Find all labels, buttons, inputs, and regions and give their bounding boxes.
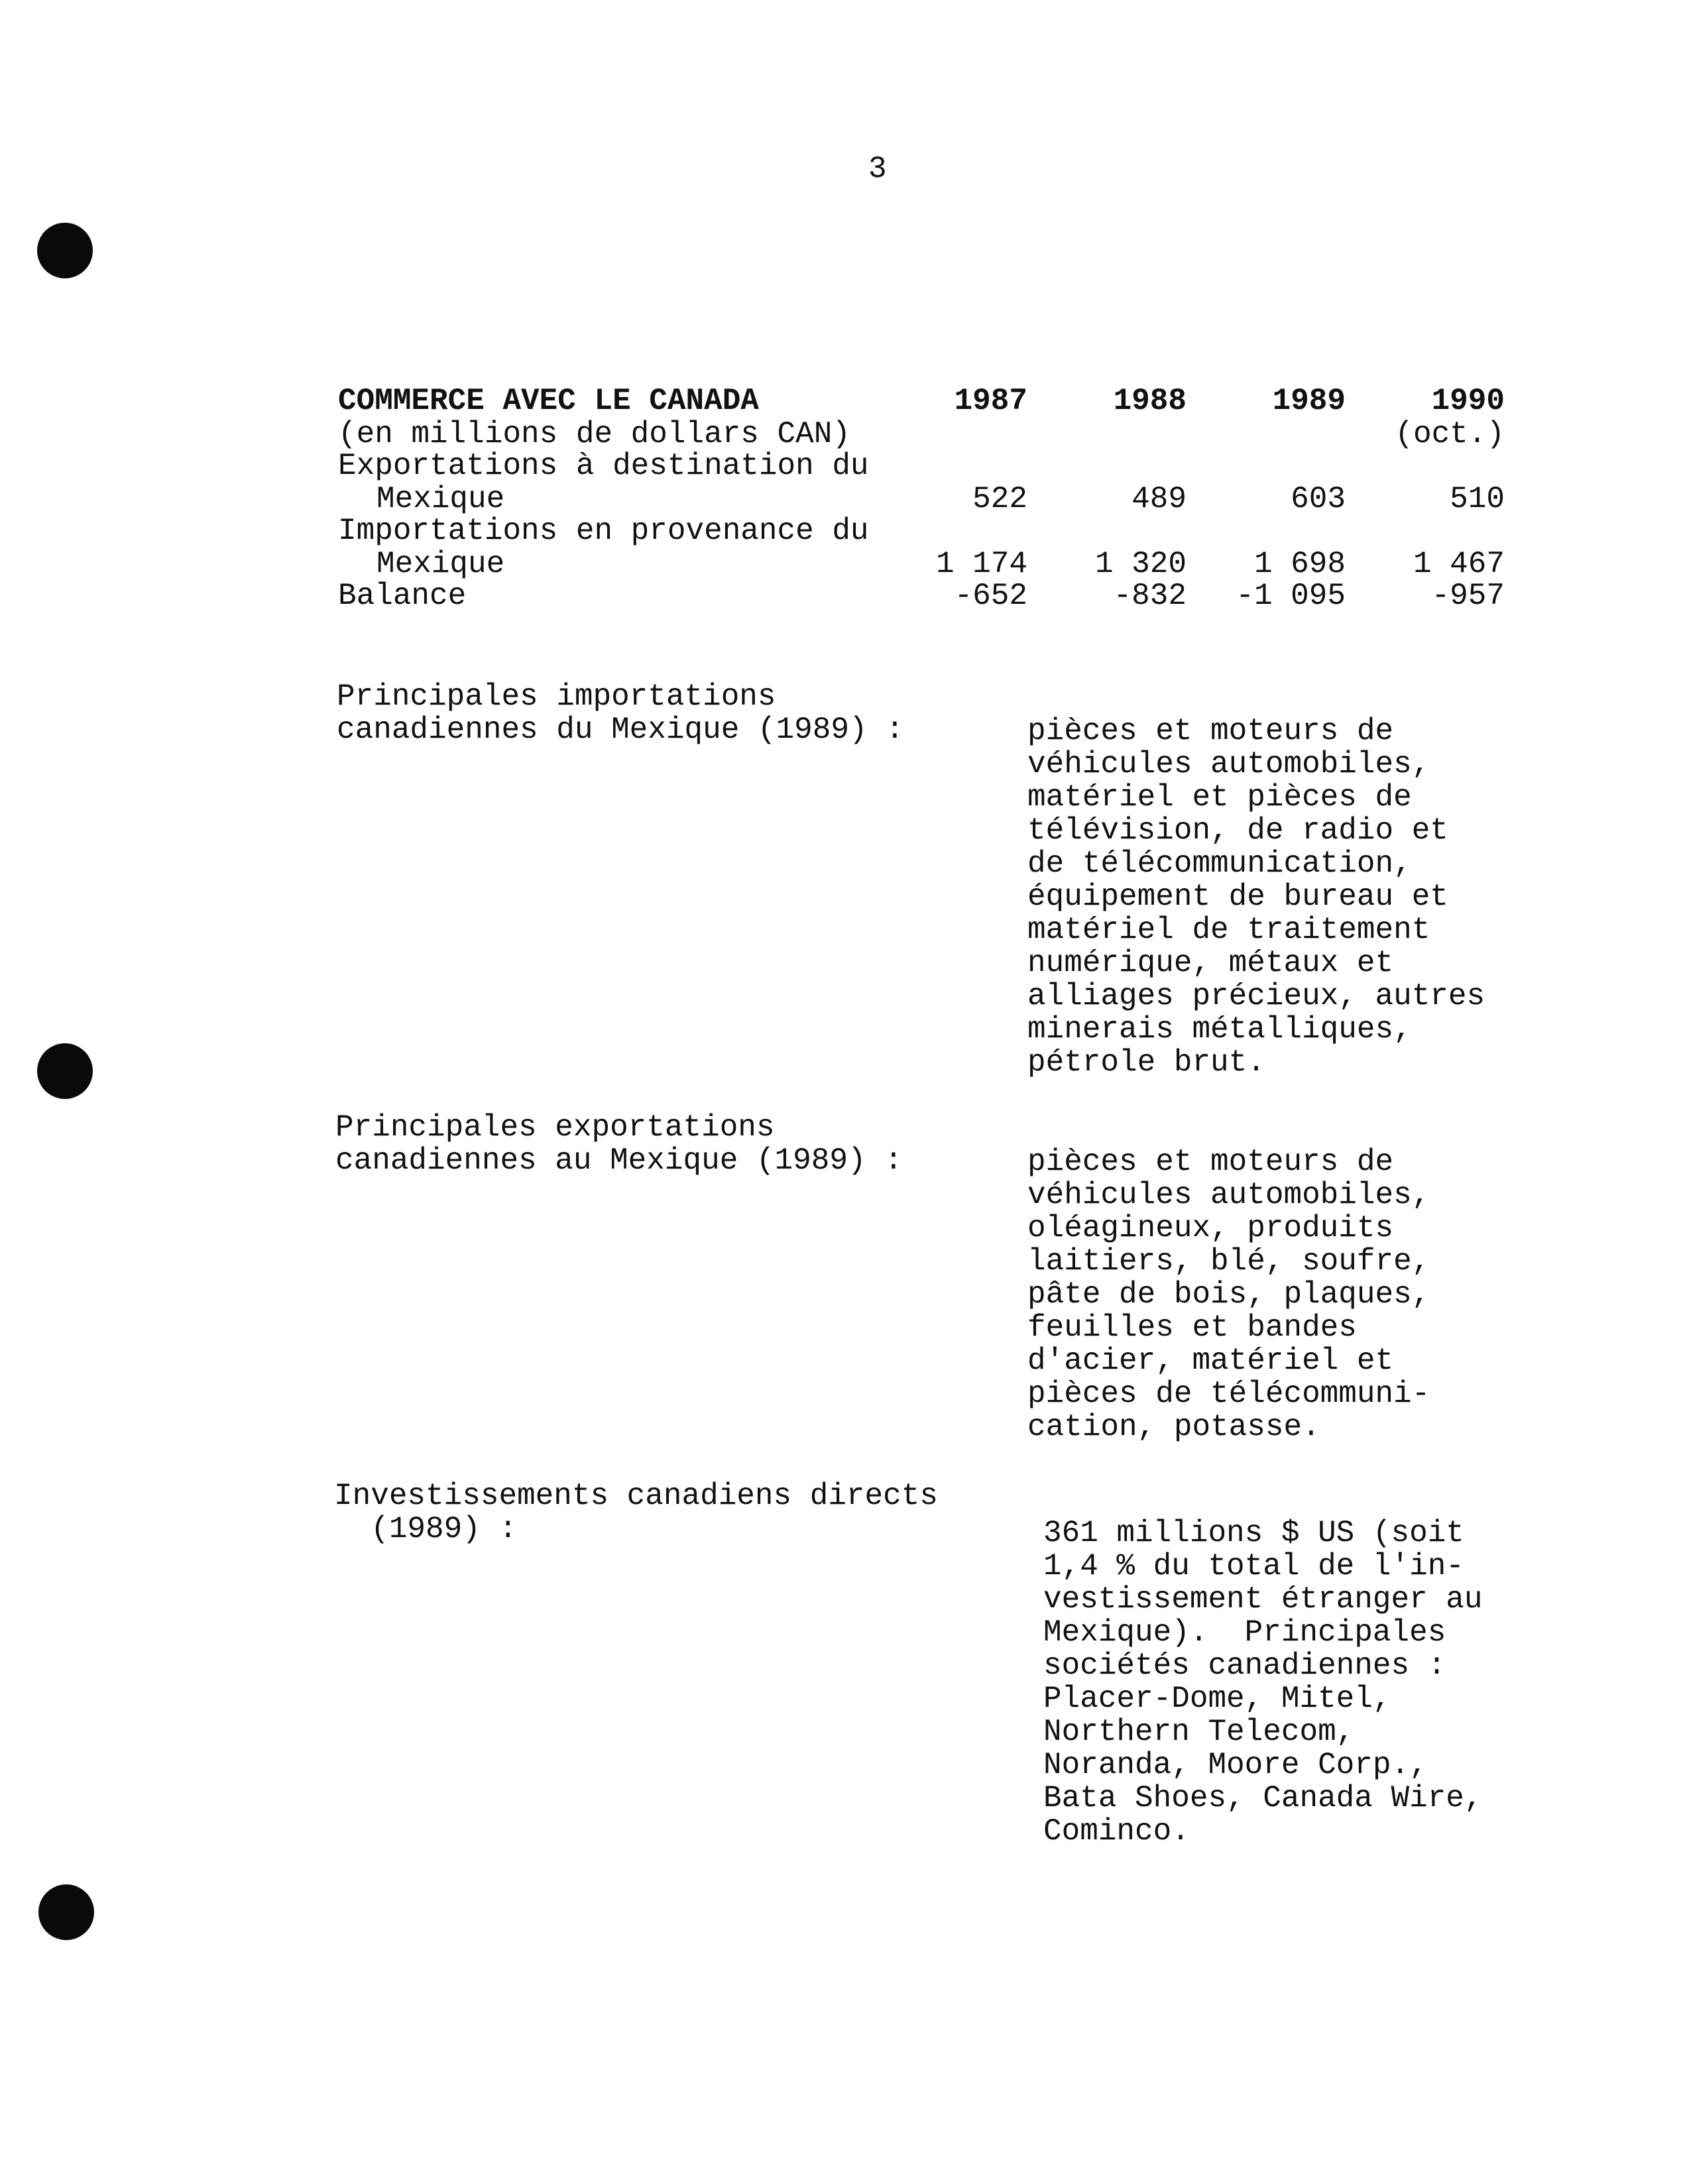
table-cell: 1 320	[1094, 547, 1187, 581]
table-cell: 489	[1132, 482, 1187, 516]
table-cell: 522	[972, 482, 1027, 516]
table-title: COMMERCE AVEC LE CANADA	[338, 384, 759, 418]
row-label: Mexique	[377, 547, 505, 581]
section-text: 361 millions $ US (soit 1,4 % du total de l'in- vestissement étranger au Mexique). Principales sociétés canadiennes : Placer-Dome, Mitel, Northern Telecom, Noranda, Moore Corp., Bata Shoes, Canada Wire, Cominco.	[1043, 1516, 1483, 1849]
year-header: 1989	[1272, 384, 1346, 418]
year-note: (oct.)	[1395, 417, 1505, 451]
year-header: 1988	[1113, 384, 1187, 418]
section-label: Investissements canadiens directs (1989) :	[334, 1479, 938, 1546]
section-label: Principales importations canadiennes du Mexique (1989) :	[337, 679, 904, 747]
section-text: pièces et moteurs de véhicules automobiles, oléagineux, produits laitiers, blé, soufre, pâte de bois, plaques, feuilles et bandes d'acier, matériel et pièces de télécommuni- cation, potasse.	[1027, 1145, 1430, 1444]
year-header: 1987	[954, 384, 1027, 418]
page-number: 3	[868, 152, 887, 186]
table-cell: -652	[954, 579, 1027, 613]
row-label: Mexique	[377, 482, 505, 516]
row-label: Importations en provenance du	[338, 514, 869, 548]
row-label: Balance	[338, 579, 467, 613]
table-cell: 603	[1291, 482, 1346, 516]
table-subtitle: (en millions de dollars CAN)	[338, 417, 850, 451]
section-text: pièces et moteurs de véhicules automobiles, matériel et pièces de télévision, de radio et de télécommunication, équipement de bureau et matériel de traitement numérique, métaux et alliages précieux, autres minerais métalliques, pétrole brut.	[1027, 714, 1485, 1080]
table-cell: -957	[1431, 579, 1505, 613]
table-cell: -1 095	[1236, 579, 1346, 613]
punch-hole	[37, 223, 93, 278]
section-label: Principales exportations canadiennes au Mexique (1989) :	[335, 1110, 903, 1178]
table-cell: 1 698	[1253, 547, 1346, 581]
row-label: Exportations à destination du	[338, 449, 869, 483]
table-cell: 1 174	[935, 547, 1027, 581]
table-cell: 510	[1450, 482, 1505, 516]
table-cell: -832	[1113, 579, 1187, 613]
punch-hole	[37, 1043, 93, 1099]
punch-hole	[38, 1884, 94, 1940]
year-header: 1990	[1431, 384, 1505, 418]
table-cell: 1 467	[1413, 547, 1505, 581]
